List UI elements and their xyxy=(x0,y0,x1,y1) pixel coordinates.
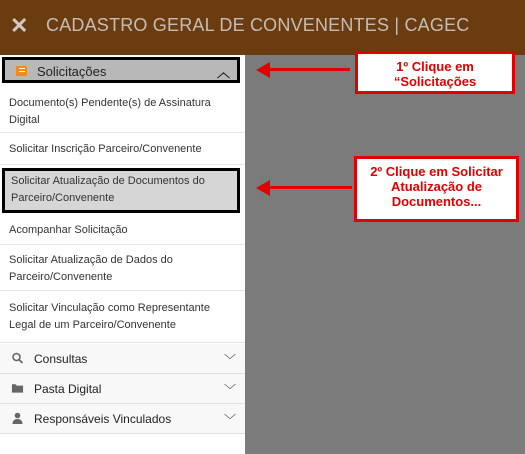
menu-item-label: Solicitar Atualização de Dados do xyxy=(9,254,173,266)
annotation-first-click xyxy=(355,51,515,94)
menu-item-label: Acompanhar Solicitação xyxy=(9,224,128,236)
app-title: CADASTRO GERAL DE CONVENENTES | CAGEC xyxy=(46,15,470,35)
menu-item-documentos-pendentes[interactable] xyxy=(0,91,245,133)
annotation-text: 1º Clique em xyxy=(396,59,474,74)
group-responsaveis-vinculados[interactable] xyxy=(0,404,245,434)
annotation-text: Atualização de xyxy=(390,179,483,194)
chevron-down-icon: ﹀ xyxy=(223,353,236,367)
arrow-line xyxy=(268,186,352,189)
close-icon[interactable]: ✕ xyxy=(10,13,29,38)
app-header xyxy=(0,0,525,55)
menu-item-label: Parceiro/Convenente xyxy=(9,271,113,283)
arrow-line xyxy=(268,68,350,71)
menu-item-label: Parceiro/Convenente xyxy=(11,192,115,204)
group-label: Pasta Digital xyxy=(34,382,102,396)
menu-item-label: Solicitar Vinculação como Representante xyxy=(9,302,210,314)
annotation-text: 2º Clique em Solicitar xyxy=(370,164,503,179)
section-label: Solicitações xyxy=(37,64,107,79)
menu-item-solicitar-atualizacao-documentos[interactable] xyxy=(2,168,240,213)
section-solicitacoes[interactable] xyxy=(2,57,240,83)
annotation-second-click xyxy=(354,156,519,222)
menu-item-acompanhar-solicitacao[interactable] xyxy=(0,215,245,245)
user-icon xyxy=(11,412,24,424)
annotation-text: “Solicitações xyxy=(393,74,477,89)
search-icon xyxy=(11,352,24,364)
menu-item-label: Legal de um Parceiro/Convenente xyxy=(9,319,176,331)
menu-item-solicitar-inscricao[interactable] xyxy=(0,133,245,165)
group-consultas[interactable] xyxy=(0,344,245,374)
menu-item-label: Documento(s) Pendente(s) de Assinatura xyxy=(9,97,211,109)
chevron-down-icon: ﹀ xyxy=(223,413,236,427)
menu-item-label: Solicitar Inscrição Parceiro/Convenente xyxy=(9,143,202,155)
group-label: Consultas xyxy=(34,352,88,366)
menu-item-label: Solicitar Atualização de Documentos do xyxy=(11,175,205,187)
menu-item-solicitar-vinculacao[interactable] xyxy=(0,291,245,343)
menu-item-solicitar-atualizacao-dados[interactable] xyxy=(0,245,245,291)
content-area xyxy=(245,55,525,454)
group-pasta-digital[interactable] xyxy=(0,374,245,404)
annotation-text: Documentos... xyxy=(391,194,482,209)
sidebar xyxy=(0,55,245,454)
group-label: Responsáveis Vinculados xyxy=(34,412,172,426)
chevron-up-icon: ︿ xyxy=(216,65,230,80)
folder-icon xyxy=(11,382,24,394)
menu-item-label: Digital xyxy=(9,114,40,126)
chevron-down-icon: ﹀ xyxy=(223,383,236,397)
list-icon xyxy=(16,66,27,76)
